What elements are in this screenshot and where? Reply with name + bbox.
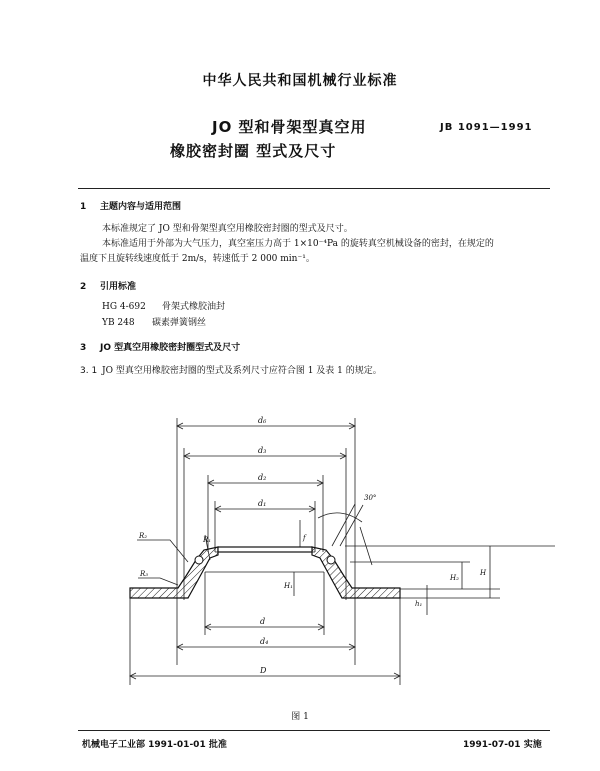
reference-item xyxy=(102,300,225,314)
spring-right-section xyxy=(327,556,335,564)
label-f: f xyxy=(303,534,306,542)
section-1-paragraph-3: 温度下且旋转线速度低于 2m/s，转速低于 2 000 min⁻¹。 xyxy=(80,254,315,264)
reference-name: 碳素弹簧钢丝 xyxy=(152,318,207,328)
section-2-heading xyxy=(80,279,136,292)
label-d6: d₆ xyxy=(258,416,267,425)
section-1-title: 主题内容与适用范围 xyxy=(100,202,182,212)
section-3-number: 3 xyxy=(80,343,87,353)
reference-code: HG 4-692 xyxy=(102,302,146,312)
section-3-heading xyxy=(80,340,240,353)
figure-caption: 图 1 xyxy=(291,712,309,722)
reference-code: YB 248 xyxy=(102,318,135,328)
standard-number: JB 1091—1991 xyxy=(440,122,533,133)
seal-right-profile xyxy=(312,547,400,598)
section-2-title: 引用标准 xyxy=(100,282,137,292)
label-d: d xyxy=(260,617,266,626)
label-H1: H₁ xyxy=(284,582,293,590)
implementation-date: 1991-07-01 实施 xyxy=(463,740,542,750)
reference-item xyxy=(102,316,206,330)
footer-divider xyxy=(78,730,550,731)
reference-name: 骨架式橡胶油封 xyxy=(162,302,226,312)
label-angle: 30° xyxy=(364,494,377,502)
section-3-1-text xyxy=(80,364,382,378)
label-h1: h₁ xyxy=(415,600,423,608)
label-d1: d₁ xyxy=(258,499,267,508)
label-R1: R₁ xyxy=(203,536,212,544)
section-2-number: 2 xyxy=(80,282,87,292)
section-1-paragraph-2: 本标准适用于外部为大气压力，真空室压力高于 1×10⁻⁴Pa 的旋转真空机械设备的密封，在规定的 xyxy=(102,239,494,249)
label-H2: H₂ xyxy=(450,574,459,582)
section-3-1-number: 3. 1 xyxy=(80,366,98,376)
document-title-line-2: 橡胶密封圈 型式及尺寸 xyxy=(170,142,337,160)
section-1-paragraph-1: 本标准规定了 JO 型和骨架型真空用橡胶密封圈的型式及尺寸。 xyxy=(102,224,353,234)
section-3-1-body: JO 型真空用橡胶密封圈的型式及系列尺寸应符合图 1 及表 1 的规定。 xyxy=(102,366,382,376)
label-d2: d₂ xyxy=(258,473,267,482)
seal-cross-section-drawing xyxy=(0,405,600,705)
spring-left-section xyxy=(195,556,203,564)
label-R2: R₂ xyxy=(139,532,148,540)
section-3-title: JO 型真空用橡胶密封圈型式及尺寸 xyxy=(100,343,241,353)
label-D: D xyxy=(260,666,267,675)
standard-body-heading: 中华人民共和国机械行业标准 xyxy=(202,73,398,89)
label-R3: R₃ xyxy=(140,570,149,578)
label-d4: d₄ xyxy=(260,637,269,646)
approval-date: 机械电子工业部 1991-01-01 批准 xyxy=(82,740,227,750)
label-H: H xyxy=(480,569,487,577)
section-1-heading xyxy=(80,199,181,212)
seal-lip-band xyxy=(218,547,312,552)
document-title-line-1: JO 型和骨架型真空用 xyxy=(212,118,367,136)
header-divider xyxy=(78,188,550,189)
label-d3: d₃ xyxy=(258,446,267,455)
section-1-number: 1 xyxy=(80,202,87,212)
